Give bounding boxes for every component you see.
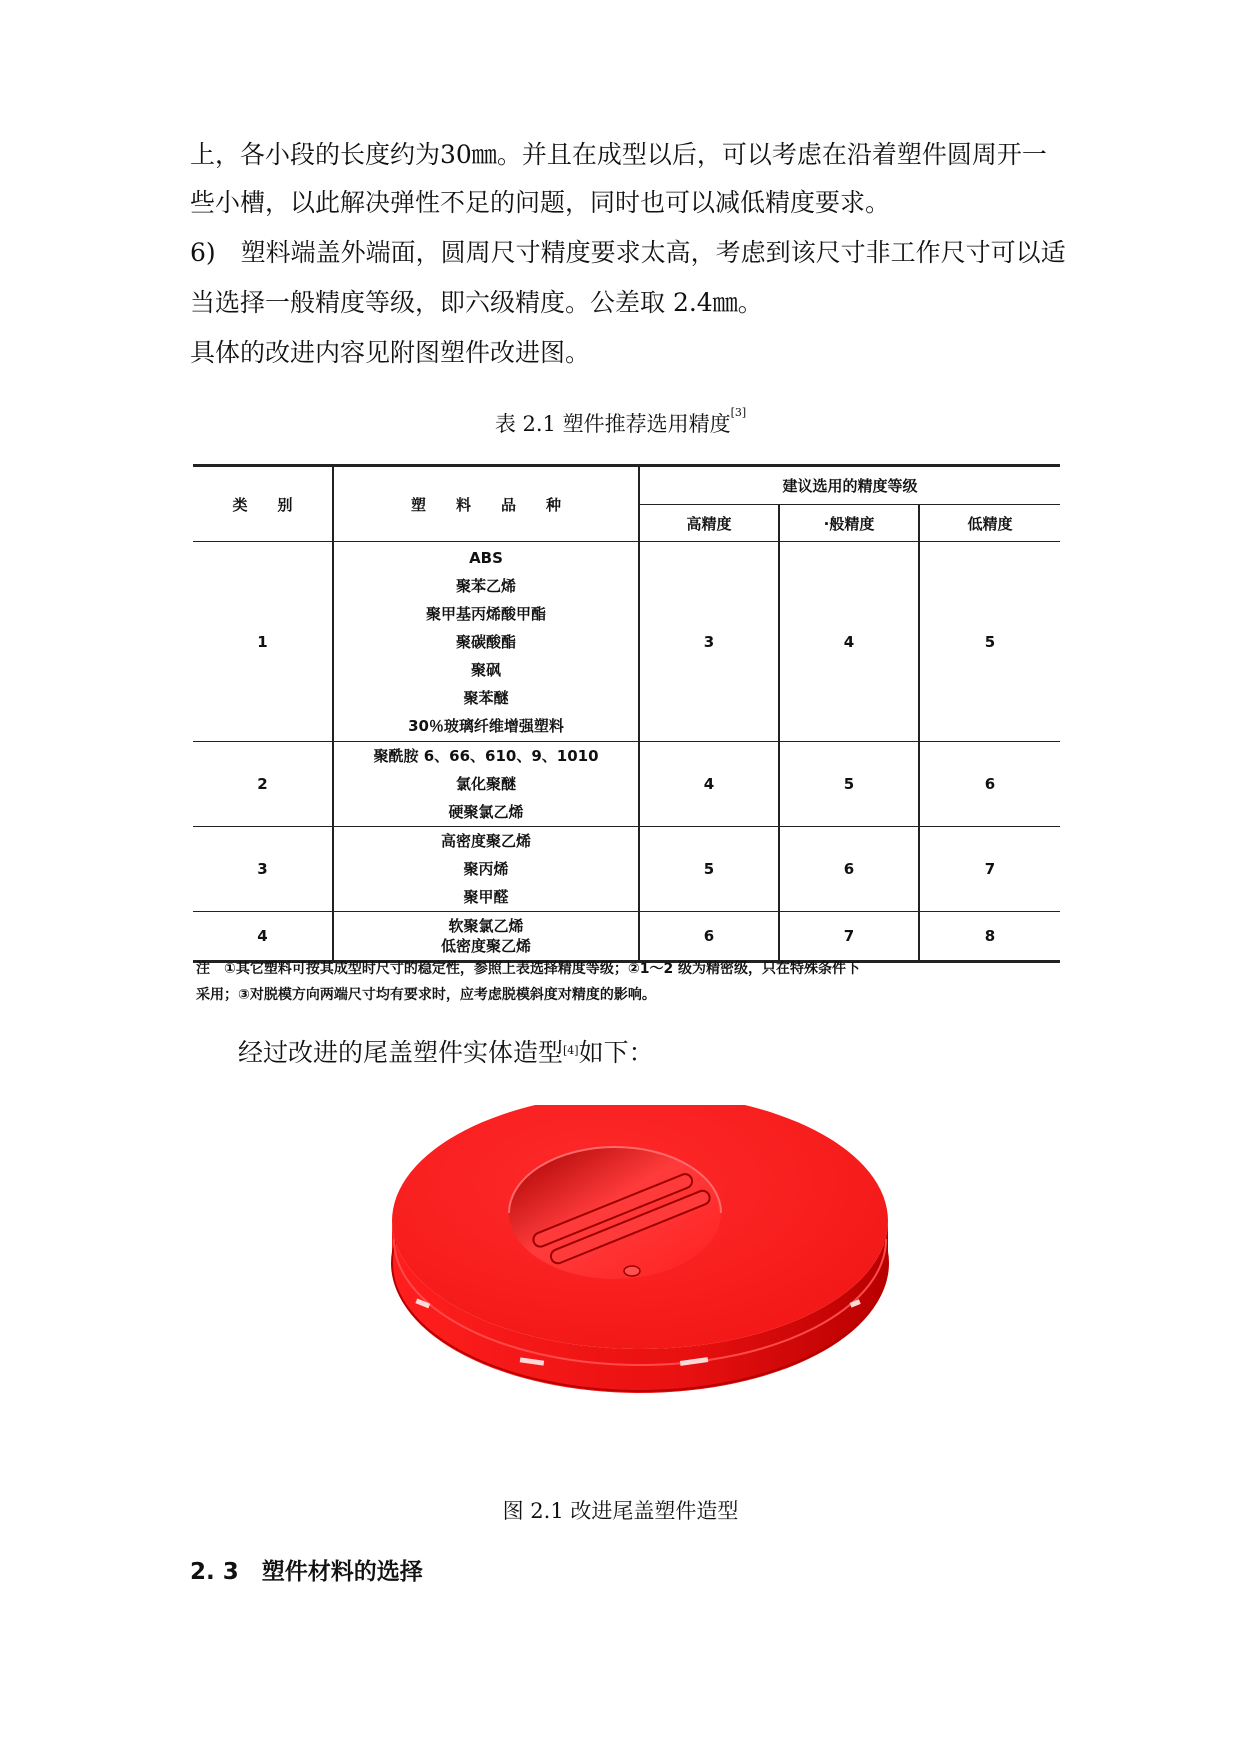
table-row bbox=[193, 912, 1060, 962]
body-paragraph-line: 6) 塑料端盖外端面，圆周尺寸精度要求太高，考虑到该尺寸非工作尺寸可以适 bbox=[190, 238, 1066, 267]
cell-high: 5 bbox=[639, 827, 779, 912]
cell-category: 4 bbox=[193, 912, 333, 962]
header-low-precision: 低精度 bbox=[919, 505, 1060, 542]
body-paragraph-line: 些小槽，以此解决弹性不足的问题，同时也可以减低精度要求。 bbox=[190, 188, 891, 217]
plastic-name: 聚甲醛 bbox=[463, 888, 509, 906]
figure-intro-text: 经过改进的尾盖塑件实体造型 bbox=[238, 1038, 564, 1067]
cell-low: 8 bbox=[919, 912, 1060, 962]
plastic-name: ABS bbox=[469, 548, 503, 567]
cell-general: 6 bbox=[779, 827, 919, 912]
cell-low: 7 bbox=[919, 827, 1060, 912]
cell-general: 4 bbox=[779, 542, 919, 742]
body-paragraph-line: 上，各小段的长度约为30㎜。并且在成型以后，可以考虑在沿着塑件圆周开一 bbox=[190, 140, 1047, 169]
body-paragraph-line: 当选择一般精度等级，即六级精度。公差取 2.4㎜。 bbox=[190, 288, 763, 317]
cell-category: 1 bbox=[193, 542, 333, 742]
cell-plastics bbox=[333, 542, 639, 742]
cell-high: 6 bbox=[639, 912, 779, 962]
precision-table bbox=[193, 464, 1060, 963]
plastic-name: 聚苯醚 bbox=[463, 688, 509, 707]
cell-low: 5 bbox=[919, 542, 1060, 742]
table-caption-text: 表 2.1 塑件推荐选用精度 bbox=[494, 412, 731, 436]
cell-low: 6 bbox=[919, 742, 1060, 827]
table-row bbox=[193, 827, 1060, 912]
figure-caption: 图 2.1 改进尾盖塑件造型 bbox=[502, 1499, 739, 1523]
plastic-name: 高密度聚乙烯 bbox=[440, 832, 531, 850]
cell-plastics bbox=[333, 912, 639, 962]
cell-high: 4 bbox=[639, 742, 779, 827]
plastic-name: 软聚氯乙烯 bbox=[448, 917, 524, 935]
plastic-name: 硬聚氯乙烯 bbox=[448, 803, 524, 821]
header-high-precision: 高精度 bbox=[639, 505, 779, 542]
plastic-name: 氯化聚醚 bbox=[455, 775, 516, 793]
table-caption bbox=[0, 408, 1241, 438]
cell-general: 5 bbox=[779, 742, 919, 827]
plastic-name: 聚丙烯 bbox=[463, 860, 509, 878]
header-plastic-type: 塑 料 品 种 bbox=[333, 466, 639, 542]
plastic-name: 聚砜 bbox=[470, 660, 501, 679]
table-note-line: 采用；③对脱模方向两端尺寸均有要求时，应考虑脱模斜度对精度的影响。 bbox=[196, 987, 656, 1003]
citation-ref: [3] bbox=[730, 406, 747, 419]
header-general-precision: ·般精度 bbox=[779, 505, 919, 542]
citation-ref: [4] bbox=[563, 1044, 579, 1057]
tail-cover-3d-model bbox=[380, 1105, 900, 1445]
cover-center-pin bbox=[624, 1266, 640, 1276]
cell-high: 3 bbox=[639, 542, 779, 742]
figure-intro bbox=[238, 1040, 1108, 1066]
table-note bbox=[196, 956, 1066, 1008]
figure-intro-tail: 如下： bbox=[578, 1038, 654, 1067]
plastic-name: 聚酰胺 6、66、610、9、1010 bbox=[373, 747, 599, 765]
cell-general: 7 bbox=[779, 912, 919, 962]
plastic-name: 低密度聚乙烯 bbox=[440, 937, 531, 955]
plastic-name: 聚甲基丙烯酸甲酯 bbox=[425, 604, 546, 623]
table-note-line: 注 ①其它塑料可按其成型时尺寸的稳定性，参照上表选择精度等级；②1～2 级为精密级，只在特殊条件下 bbox=[196, 961, 861, 977]
plastic-name: 聚苯乙烯 bbox=[455, 576, 516, 595]
header-grade-group: 建议选用的精度等级 bbox=[639, 466, 1060, 505]
cell-category: 2 bbox=[193, 742, 333, 827]
body-paragraph-line: 具体的改进内容见附图塑件改进图。 bbox=[190, 338, 591, 367]
section-heading: 2. 3 塑件材料的选择 bbox=[190, 1559, 423, 1585]
cell-plastics bbox=[333, 827, 639, 912]
cell-category: 3 bbox=[193, 827, 333, 912]
cell-plastics bbox=[333, 742, 639, 827]
plastic-name: 聚碳酸酯 bbox=[455, 632, 516, 651]
plastic-name: 30％玻璃纤维增强塑料 bbox=[408, 716, 564, 735]
header-category: 类 别 bbox=[193, 466, 333, 542]
table-row bbox=[193, 742, 1060, 827]
table-row bbox=[193, 542, 1060, 742]
